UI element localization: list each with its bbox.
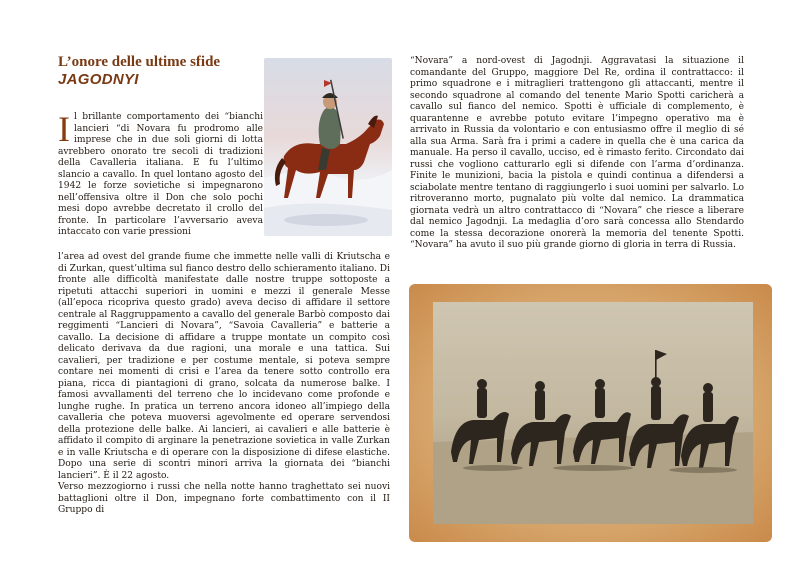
photo-cavalry-squadron xyxy=(433,302,753,524)
article-title-line2: JAGODNYI xyxy=(58,71,139,88)
body-paragraph-right: “Novara” a nord-ovest di Jagodnji. Aggravatasi la situazione il comandante del Gruppo, maggiore Del Re, ordina il contrattacco: il primo squadrone e i mitraglieri trattengono gli attaccanti, mentre il secondo squadrone al comando del tenente Mario Spotti caricherà a cavallo sul fianco del nemico. Spotti è ufficiale di complemento, è quarantenne e avrebbe potuto evitare l’impegno operativo ma è arrivato in Russia da volontario e con entusiasmo offre il meglio di sé alla sua Arma. Sarà fra i primi a cadere in quella che è una carica da manuale. Ha perso il cavallo, ucciso, ed è rimasto ferito. Circondato dai russi che vogliono catturarlo egli si difende con l’arma d’ordinanza. Finite le munizioni, bacia la pistola e quindi continua a difendersi a sciabolate mentre tentano di raggiungerlo i suoi uomini per salvarlo. Lo ritroveranno morto, pugnalato più volte dal nemico. La drammatica giornata vedrà un altro contrattacco di “Novara” che riesce a liberare dal nemico Jagodnji. La medaglia d’oro sarà concessa allo Stendardo come la stessa decorazione onorerà la memoria del tenente Spotti. “Novara” ha avuto il suo più grande giorno di gloria in terra di Russia. xyxy=(410,56,744,250)
article-title xyxy=(58,54,258,88)
body-column-right xyxy=(410,56,744,252)
body-paragraph-2: Verso mezzogiorno i russi che nella notte hanno traghettato sei nuovi battaglioni oltre il Don, impegnano forte combattimento con il II Gruppo di xyxy=(58,482,390,515)
painting-lancer-on-horse xyxy=(264,58,392,236)
article-title-line1: L’onore delle ultime sfide xyxy=(58,54,221,70)
lead-text: l brillante comportamento dei “bianchi lancieri “di Novara fu prodromo alle imprese che in due soli giorni di lotta avrebbero onorato tre secoli di tradizioni della Cavalleria italiana. E fu l’ultimo slancio a cavallo. In quel lontano agosto del 1942 le forze sovietiche si impegnarono nell’offensiva oltre il Don che solo pochi mesi dopo avrebbe decretato il crollo del fronte. In particolare l’avversario aveva intaccato con varie pressioni xyxy=(58,112,263,237)
body-column-left xyxy=(58,252,390,517)
body-paragraph-1: l’area ad ovest del grande fiume che immette nelle valli di Kriutscha e di Zurkan, quest’ultima sul fianco destro dello schieramento italiano. Di fronte alle difficoltà manifestate dalle nostre truppe sottoposte a ripetuti attacchi superiori in uomini e mezzi il generale Messe (all’epoca ricopriva questo grado) aveva deciso di affidare il settore centrale al Raggruppamento a cavallo del generale Barbò composto dai reggimenti “Lancieri di Novara”, “Savoia Cavalleria” e batterie a cavallo. La decisione di affidare a truppe montate un compito così delicato derivava da due ragioni, una morale e una tattica. Sui cavalieri, per tradizione e per costume mentale, si poteva sempre contare nei momenti di crisi e l’area da tenere sotto controllo era piana, ricca di piantagioni di grano, solcata da numerose balke. I famosi avvallamenti del terreno che lo incidevano come profonde e lunghe rughe. In pratica un terreno ancora idoneo all’impiego della cavalleria che poteva muoversi agevolmente ed operare servendosi della protezione delle balke. Ai lancieri, ai cavalieri e alle batterie è affidato il compito di arginare la penetrazione sovietica in valle Zurkan e in valle Kriutscha e di operare con la disposizione di difese elastiche. Dopo una serie di scontri minori arriva la giornata dei “bianchi lancieri”. È il 22 agosto. xyxy=(58,252,390,481)
photo-illustration xyxy=(433,302,753,524)
lead-paragraph xyxy=(58,109,263,239)
painting-illustration xyxy=(264,58,392,236)
drop-cap: I xyxy=(58,109,70,149)
